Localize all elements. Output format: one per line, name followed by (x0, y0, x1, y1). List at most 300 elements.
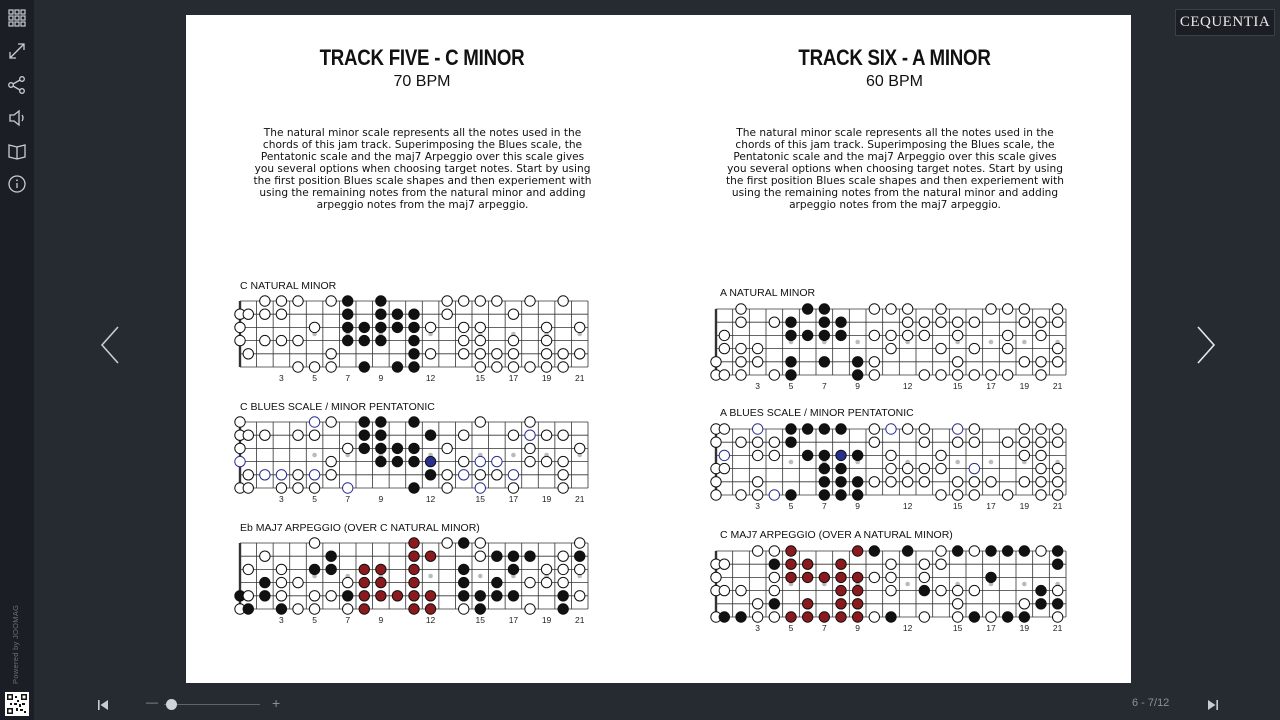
note-dot (736, 490, 746, 500)
note-dot (952, 424, 962, 434)
note-dot (575, 322, 585, 332)
note-dot (409, 335, 419, 345)
note-dot (541, 349, 551, 359)
note-dot (260, 309, 270, 319)
note-dot (1019, 424, 1029, 434)
note-dot (711, 437, 721, 447)
note-dot (558, 349, 568, 359)
note-dot (1052, 585, 1062, 595)
note-dot (1052, 559, 1062, 569)
note-dot (525, 362, 535, 372)
note-dot (376, 309, 386, 319)
fret-number: 21 (574, 373, 585, 383)
note-dot (902, 477, 912, 487)
note-dot (508, 470, 518, 480)
note-dot (819, 357, 829, 367)
note-dot (276, 470, 286, 480)
note-dot (392, 309, 402, 319)
fret-marker-dot (1022, 340, 1027, 345)
note-dot (525, 551, 535, 561)
note-dot (425, 604, 435, 614)
note-dot (541, 564, 551, 574)
note-dot (376, 577, 386, 587)
fretboard-diagram (226, 537, 596, 629)
note-dot (719, 330, 729, 340)
note-dot (425, 470, 435, 480)
note-dot (276, 296, 286, 306)
note-dot (525, 417, 535, 427)
note-dot (541, 577, 551, 587)
note-dot (1036, 317, 1046, 327)
note-dot (1052, 424, 1062, 434)
note-dot (952, 477, 962, 487)
note-dot (343, 309, 353, 319)
fret-marker-dot (989, 340, 994, 345)
fret-marker-dot (989, 460, 994, 465)
fret-number: 3 (755, 381, 761, 391)
info-icon[interactable] (4, 171, 30, 197)
note-dot (309, 430, 319, 440)
note-dot (260, 335, 270, 345)
note-dot (508, 349, 518, 359)
note-dot (852, 585, 862, 595)
note-dot (425, 551, 435, 561)
note-dot (293, 362, 303, 372)
note-dot (752, 343, 762, 353)
note-dot (409, 538, 419, 548)
note-dot (936, 559, 946, 569)
note-dot (558, 483, 568, 493)
fret-number: 7 (345, 615, 351, 625)
fret-number: 15 (952, 501, 963, 511)
note-dot (969, 477, 979, 487)
note-dot (541, 335, 551, 345)
fret-number: 21 (574, 615, 585, 625)
note-dot (1002, 330, 1012, 340)
note-dot (711, 490, 721, 500)
note-dot (802, 572, 812, 582)
fret-number: 7 (821, 623, 827, 633)
note-dot (869, 612, 879, 622)
note-dot (1019, 304, 1029, 314)
note-dot (986, 477, 996, 487)
note-dot (886, 304, 896, 314)
note-dot (309, 483, 319, 493)
page-title: TRACK FIVE - C MINOR (319, 45, 525, 70)
fret-number: 5 (312, 494, 317, 504)
note-dot (409, 483, 419, 493)
note-dot (752, 437, 762, 447)
note-dot (1052, 463, 1062, 473)
note-dot (525, 456, 535, 466)
zoom-out-button[interactable]: — (146, 695, 158, 709)
powered-by-text: Powered by JOOMAG (11, 604, 20, 684)
note-dot (919, 317, 929, 327)
note-dot (802, 612, 812, 622)
note-dot (1052, 317, 1062, 327)
fret-number: 7 (345, 494, 351, 504)
note-dot (1002, 343, 1012, 353)
note-dot (425, 349, 435, 359)
note-dot (969, 370, 979, 380)
zoom-slider-handle[interactable] (166, 699, 177, 710)
note-dot (359, 564, 369, 574)
note-dot (819, 463, 829, 473)
note-dot (558, 456, 568, 466)
note-dot (969, 424, 979, 434)
note-dot (919, 330, 929, 340)
note-dot (919, 477, 929, 487)
note-dot (769, 546, 779, 556)
note-dot (575, 564, 585, 574)
fret-number: 5 (312, 373, 317, 383)
note-dot (769, 437, 779, 447)
note-dot (936, 370, 946, 380)
note-dot (836, 424, 846, 434)
fretboard-diagram (702, 423, 1074, 515)
note-dot (459, 322, 469, 332)
share-icon[interactable] (4, 72, 30, 98)
note-dot (409, 456, 419, 466)
note-dot (969, 490, 979, 500)
note-dot (936, 463, 946, 473)
note-dot (243, 309, 253, 319)
note-dot (1036, 330, 1046, 340)
fret-marker-dot (955, 460, 960, 465)
note-dot (243, 604, 253, 614)
note-dot (260, 577, 270, 587)
fret-number: 17 (508, 494, 519, 504)
thumbnails-grid-icon[interactable] (4, 5, 30, 31)
fret-number: 3 (755, 501, 761, 511)
note-dot (1019, 546, 1029, 556)
note-dot (359, 322, 369, 332)
note-dot (442, 538, 452, 548)
note-dot (719, 450, 729, 460)
fret-number: 17 (986, 623, 996, 633)
page-description: The natural minor scale represents all the notes used in the chords of this jam track. Superimposing the Blues scale, the Pentatonic scale and the maj7 Arpeggio over this scale gives you several options when choosing target notes. Start by using the first position Blues scale shapes and then experiement with using the remaining notes from the natural minor and adding arpeggio notes from the maj7 arpeggio. (726, 127, 1064, 211)
note-dot (425, 430, 435, 440)
note-dot (719, 612, 729, 622)
note-dot (719, 370, 729, 380)
fret-number: 7 (821, 501, 827, 511)
note-dot (802, 424, 812, 434)
note-dot (802, 330, 812, 340)
note-dot (243, 349, 253, 359)
fret-marker-dot (789, 460, 794, 465)
note-dot (326, 296, 336, 306)
note-dot (293, 430, 303, 440)
note-dot (425, 456, 435, 466)
note-dot (919, 463, 929, 473)
note-dot (359, 417, 369, 427)
note-dot (769, 490, 779, 500)
note-dot (475, 322, 485, 332)
fret-number: 12 (902, 501, 913, 511)
note-dot (869, 572, 879, 582)
note-dot (711, 572, 721, 582)
page-left (186, 15, 658, 683)
fret-number: 15 (952, 623, 963, 633)
note-dot (986, 572, 996, 582)
fret-marker-dot (511, 453, 516, 458)
note-dot (541, 456, 551, 466)
note-dot (919, 424, 929, 434)
note-dot (786, 317, 796, 327)
fret-number: 5 (312, 615, 317, 625)
note-dot (492, 349, 502, 359)
note-dot (1019, 599, 1029, 609)
note-dot (852, 599, 862, 609)
note-dot (786, 437, 796, 447)
note-dot (309, 362, 319, 372)
note-dot (475, 604, 485, 614)
note-dot (1052, 612, 1062, 622)
note-dot (409, 577, 419, 587)
note-dot (969, 343, 979, 353)
note-dot (409, 443, 419, 453)
note-dot (1052, 437, 1062, 447)
note-dot (343, 296, 353, 306)
note-dot (819, 477, 829, 487)
note-dot (276, 577, 286, 587)
note-dot (425, 322, 435, 332)
note-dot (736, 304, 746, 314)
note-dot (952, 330, 962, 340)
note-dot (508, 564, 518, 574)
note-dot (376, 335, 386, 345)
note-dot (752, 490, 762, 500)
note-dot (869, 357, 879, 367)
note-dot (752, 546, 762, 556)
note-dot (558, 604, 568, 614)
note-dot (1036, 357, 1046, 367)
fret-number: 9 (378, 615, 384, 625)
note-dot (952, 612, 962, 622)
note-dot (442, 309, 452, 319)
note-dot (1036, 546, 1046, 556)
note-dot (492, 362, 502, 372)
note-dot (508, 309, 518, 319)
note-dot (1052, 477, 1062, 487)
note-dot (886, 612, 896, 622)
note-dot (235, 335, 245, 345)
note-dot (243, 470, 253, 480)
note-dot (235, 443, 245, 453)
diagram-title: A BLUES SCALE / MINOR PENTATONIC (720, 407, 914, 419)
note-dot (492, 456, 502, 466)
note-dot (276, 335, 286, 345)
note-dot (475, 551, 485, 561)
note-dot (508, 551, 518, 561)
note-dot (752, 424, 762, 434)
note-dot (425, 591, 435, 601)
note-dot (558, 430, 568, 440)
note-dot (1052, 343, 1062, 353)
note-dot (475, 335, 485, 345)
note-dot (986, 612, 996, 622)
note-dot (492, 470, 502, 480)
note-dot (276, 483, 286, 493)
fret-number: 9 (378, 373, 384, 383)
note-dot (459, 538, 469, 548)
note-dot (508, 335, 518, 345)
note-dot (802, 599, 812, 609)
note-dot (359, 577, 369, 587)
note-dot (986, 546, 996, 556)
note-dot (836, 572, 846, 582)
fretboard-diagram (226, 295, 596, 387)
note-dot (836, 599, 846, 609)
sidebar (0, 0, 34, 720)
fret-number: 3 (279, 373, 284, 383)
note-dot (376, 456, 386, 466)
note-dot (376, 564, 386, 574)
note-dot (1019, 437, 1029, 447)
tempo-label: 70 BPM (393, 73, 451, 90)
note-dot (786, 424, 796, 434)
note-dot (293, 577, 303, 587)
note-dot (869, 477, 879, 487)
note-dot (359, 443, 369, 453)
note-dot (836, 330, 846, 340)
note-dot (541, 362, 551, 372)
note-dot (819, 330, 829, 340)
note-dot (392, 591, 402, 601)
note-dot (752, 477, 762, 487)
zoom-in-button[interactable]: + (272, 695, 281, 711)
note-dot (376, 296, 386, 306)
note-dot (409, 362, 419, 372)
fret-marker-dot (478, 574, 483, 579)
note-dot (276, 604, 286, 614)
fret-number: 17 (508, 373, 519, 383)
note-dot (886, 572, 896, 582)
last-page-icon[interactable] (1206, 698, 1220, 712)
note-dot (936, 490, 946, 500)
note-dot (235, 456, 245, 466)
page-indicator: 6 - 7/12 (1132, 697, 1170, 709)
note-dot (836, 477, 846, 487)
note-dot (852, 477, 862, 487)
note-dot (1036, 450, 1046, 460)
book-icon[interactable] (4, 138, 30, 164)
note-dot (326, 456, 336, 466)
note-dot (902, 330, 912, 340)
note-dot (326, 362, 336, 372)
note-dot (508, 362, 518, 372)
prev-page-arrow[interactable] (96, 325, 124, 365)
tempo-label: 60 BPM (866, 73, 923, 90)
note-dot (575, 551, 585, 561)
note-dot (243, 591, 253, 601)
note-dot (886, 450, 896, 460)
note-dot (852, 357, 862, 367)
note-dot (309, 417, 319, 427)
note-dot (442, 443, 452, 453)
note-dot (575, 591, 585, 601)
fullscreen-icon[interactable] (4, 38, 30, 64)
note-dot (736, 437, 746, 447)
note-dot (919, 559, 929, 569)
note-dot (952, 357, 962, 367)
note-dot (969, 463, 979, 473)
fret-number: 12 (902, 381, 913, 391)
note-dot (902, 304, 912, 314)
bottom-toolbar (34, 690, 1280, 720)
note-dot (1036, 585, 1046, 595)
note-dot (986, 370, 996, 380)
note-dot (376, 417, 386, 427)
next-page-arrow[interactable] (1192, 325, 1220, 365)
fret-number: 19 (541, 615, 552, 625)
note-dot (786, 330, 796, 340)
note-dot (819, 317, 829, 327)
note-dot (409, 309, 419, 319)
note-dot (475, 296, 485, 306)
note-dot (836, 490, 846, 500)
note-dot (459, 470, 469, 480)
fret-number: 12 (425, 373, 436, 383)
fret-marker-dot (312, 453, 317, 458)
qr-code[interactable] (5, 692, 29, 716)
note-dot (575, 443, 585, 453)
fret-marker-dot (1022, 582, 1027, 587)
note-dot (359, 362, 369, 372)
sound-icon[interactable] (4, 105, 30, 131)
note-dot (492, 591, 502, 601)
note-dot (819, 304, 829, 314)
note-dot (1036, 370, 1046, 380)
zoom-slider-track[interactable] (164, 704, 260, 705)
note-dot (492, 296, 502, 306)
note-dot (786, 357, 796, 367)
note-dot (1036, 424, 1046, 434)
note-dot (936, 585, 946, 595)
fret-number: 7 (821, 381, 827, 391)
page-right (658, 15, 1131, 683)
note-dot (326, 470, 336, 480)
note-dot (309, 538, 319, 548)
note-dot (886, 463, 896, 473)
note-dot (525, 604, 535, 614)
fret-number: 21 (1052, 381, 1063, 391)
note-dot (1036, 490, 1046, 500)
note-dot (343, 322, 353, 332)
first-page-icon[interactable] (96, 698, 110, 712)
note-dot (1019, 317, 1029, 327)
note-dot (786, 612, 796, 622)
note-dot (852, 450, 862, 460)
note-dot (459, 430, 469, 440)
note-dot (525, 443, 535, 453)
note-dot (260, 591, 270, 601)
note-dot (525, 577, 535, 587)
note-dot (392, 456, 402, 466)
note-dot (969, 437, 979, 447)
diagram-title: Eb MAJ7 ARPEGGIO (OVER C NATURAL MINOR) (240, 522, 480, 534)
note-dot (936, 304, 946, 314)
note-dot (952, 317, 962, 327)
note-dot (508, 430, 518, 440)
powered-by-label (8, 594, 22, 684)
note-dot (409, 322, 419, 332)
fret-number: 9 (855, 381, 861, 391)
note-dot (525, 430, 535, 440)
note-dot (492, 577, 502, 587)
note-dot (309, 322, 319, 332)
note-dot (475, 417, 485, 427)
